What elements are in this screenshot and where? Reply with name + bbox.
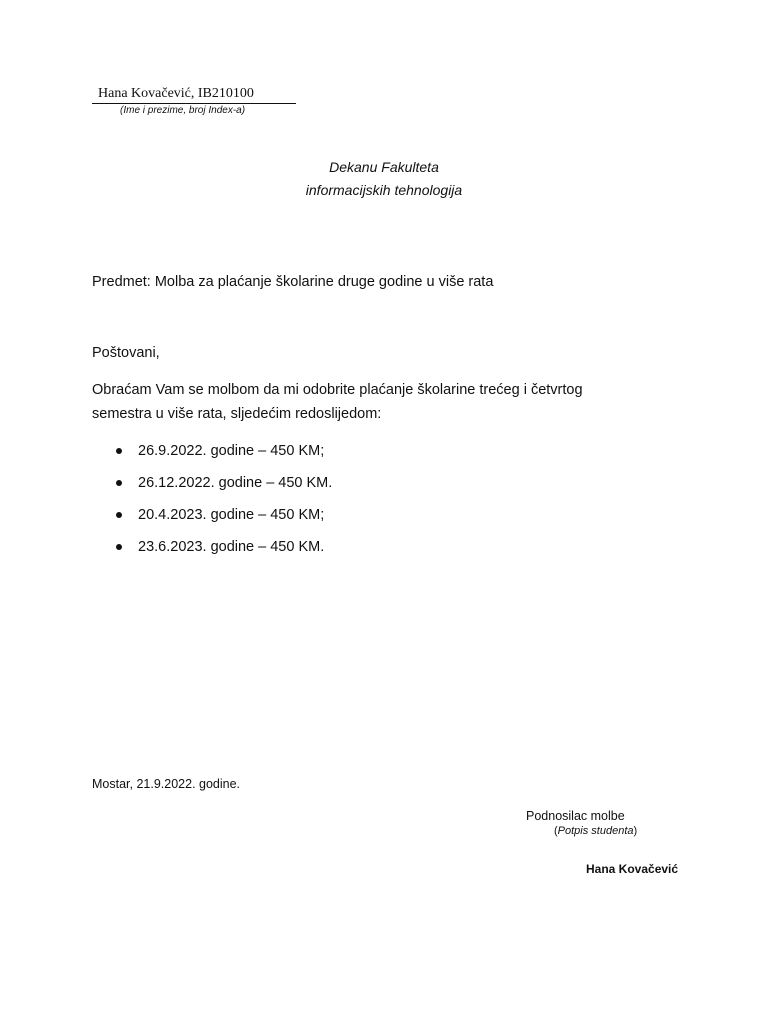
installment-text: 26.12.2022. godine – 450 KM.	[138, 475, 333, 491]
installment-text: 23.6.2023. godine – 450 KM.	[138, 539, 325, 555]
body-line-2: semestra u više rata, sljedećim redoslijedom:	[92, 406, 382, 422]
signer-name: Hana Kovačević	[586, 862, 679, 876]
sender-caption: (Ime i prezime, broj Index-a)	[120, 105, 246, 116]
applicant-label: Podnosilac molbe	[526, 809, 625, 823]
bullet-icon	[116, 480, 122, 486]
bullet-icon	[116, 512, 122, 518]
signature-caption	[554, 824, 637, 838]
caption-close-paren: )	[633, 825, 638, 837]
subject-line: Predmet: Molba za plaćanje školarine druge godine u više rata	[92, 274, 494, 290]
body-line-1: Obraćam Vam se molbom da mi odobrite plaćanje školarine trećeg i četvrtog	[92, 382, 583, 398]
bullet-icon	[116, 544, 122, 550]
sender-block	[92, 86, 296, 118]
place-date: Mostar, 21.9.2022. godine.	[92, 777, 241, 791]
caption-open-paren: (	[554, 825, 558, 837]
recipient-line-2: informacijskih tehnologija	[305, 182, 463, 198]
installment-text: 26.9.2022. godine – 450 KM;	[138, 443, 325, 459]
greeting: Poštovani,	[92, 345, 160, 361]
recipient-block	[0, 156, 768, 202]
installment-text: 20.4.2023. godine – 450 KM;	[138, 507, 325, 523]
sender-name-line: Hana Kovačević, IB210100	[92, 86, 296, 104]
bullet-icon	[116, 448, 122, 454]
caption-text: Potpis studenta	[557, 825, 634, 837]
recipient-line-1: Dekanu Fakulteta	[329, 159, 439, 175]
body-paragraph	[92, 378, 692, 426]
